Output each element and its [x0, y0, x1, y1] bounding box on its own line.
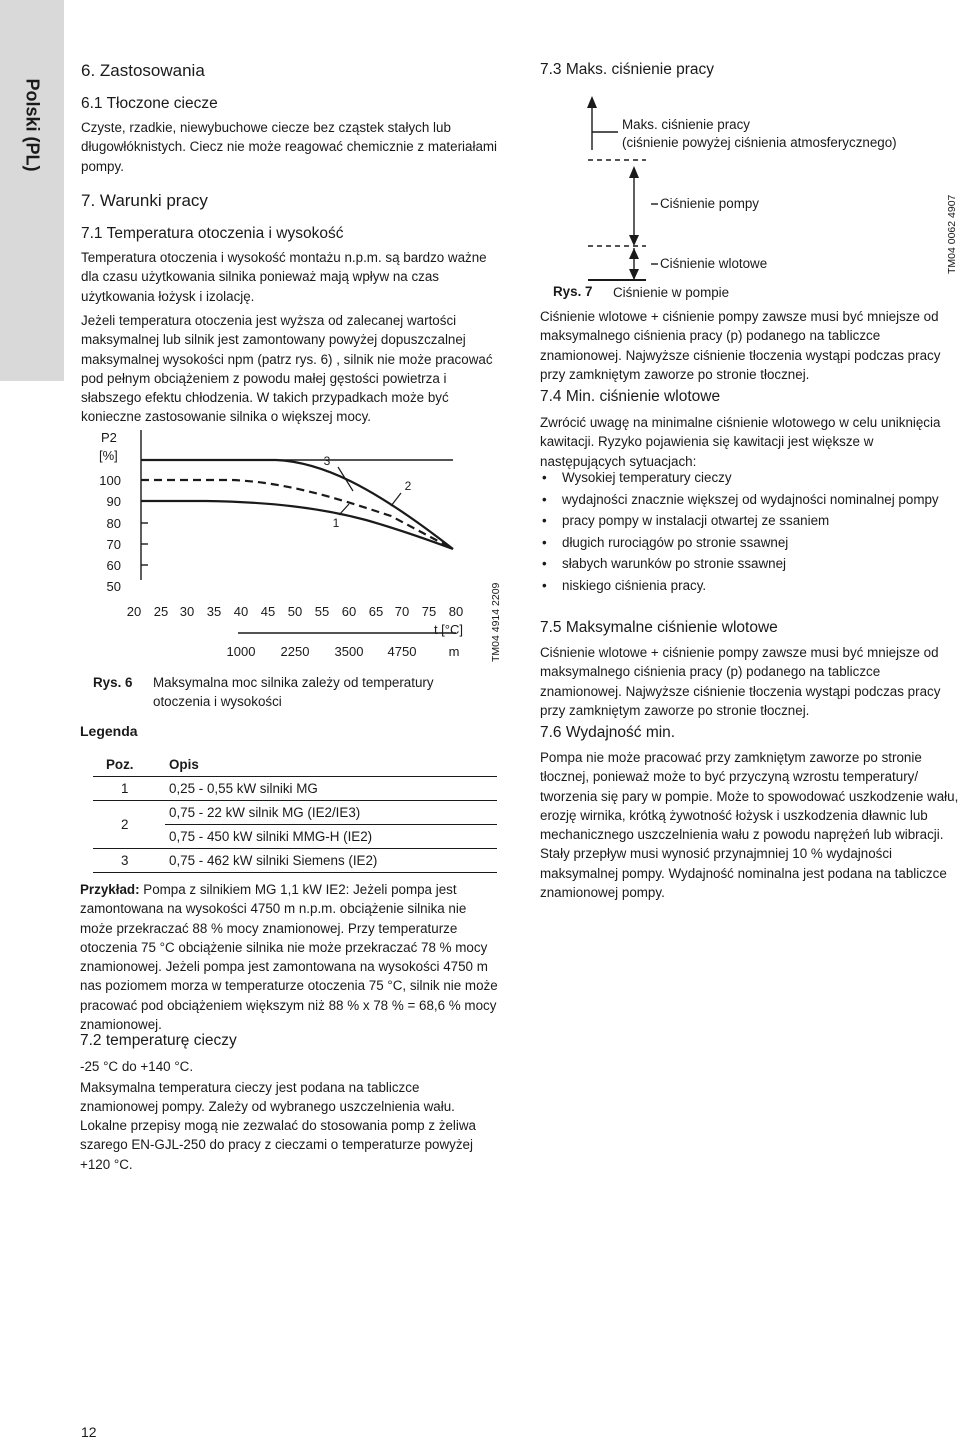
section-7-4-title: 7.4 Min. ciśnienie wlotowe: [540, 388, 721, 405]
legend-header-pos: Poz.: [106, 757, 134, 772]
legend-pos: 1: [121, 781, 129, 796]
page-number: 12: [81, 1424, 97, 1440]
section-7-title: 7. Warunki pracy: [81, 191, 208, 210]
example-label: Przykład:: [80, 882, 140, 897]
altitude-tick-label: 3500: [334, 644, 364, 659]
x-tick-label: 45: [260, 604, 276, 619]
section-7-6-title: 7.6 Wydajność min.: [540, 724, 676, 741]
x-tick-label: 75: [421, 604, 437, 619]
section-7-1-para-2: Jeżeli temperatura otoczenia jest wyższa od zalecanej wartości maksymalnej lub silnik jest zamontowany powyżej dopuszczalnej maksymalnej wysokości npm (patrz rys. 6) , silnik nie może pracować pod pełnym obciążeniem z powodu małej gęstości powietrza i słabszego efektu chłodzenia. W takich przypadkach może być konieczne zastosowanie silnika o większej mocy.: [81, 313, 493, 425]
x-tick-label: 55: [314, 604, 330, 619]
legend-row: [93, 801, 497, 825]
y-axis-label-p2: P2: [101, 430, 117, 445]
legend-title: Legenda: [80, 723, 138, 739]
section-7-2-title: 7.2 temperaturę cieczy: [80, 1032, 237, 1049]
legend-desc: 0,25 - 0,55 kW silniki MG: [169, 781, 318, 796]
list-item: • długich rurociągów po stronie ssawnej: [540, 533, 940, 553]
figure-7-caption: Ciśnienie w pompie: [613, 285, 730, 300]
max-pressure-label-line-2: (ciśnienie powyżej ciśnienia atmosferycznego): [622, 135, 897, 150]
curve-1: [141, 501, 453, 549]
legend-desc: 0,75 - 22 kW silnik MG (IE2/IE3): [169, 805, 361, 820]
inlet-pressure-label: Ciśnienie wlotowe: [660, 256, 768, 271]
legend-pos: 2: [121, 817, 129, 832]
figure-7-code: TM04 0062 4907: [946, 194, 958, 274]
figure-6-caption: Maksymalna moc silnika zależy od temperatury otoczenia i wysokości: [153, 675, 434, 709]
altitude-tick-label: 1000: [226, 644, 256, 659]
leader-1: [339, 504, 349, 515]
x-tick-label: 50: [287, 604, 303, 619]
legend-desc: 0,75 - 450 kW silniki MMG-H (IE2): [169, 829, 373, 844]
list-item: • Wysokiej temperatury cieczy: [540, 468, 940, 488]
arrow-down-icon: [629, 235, 639, 246]
section-7-6-text: Pompa nie może pracować przy zamkniętym zaworze po stronie tłocznej, ponieważ może to być przyczyną wzrostu temperatury/ tworzenia się pary w pompie. Może to spowodować uszkodzenie wału, erozję wirnika, krótką żywotność łożysk i uszkodzenia dławnic lub mechanicznego uszczelnienia wału z powodu naprężeń lub wibracji. Stały przepływ musi wynosić przynajmniej 10 % wydajności maksymalnej pompy. Wydajność nominalna jest podana na tabliczce znamionowej pompy.: [540, 750, 959, 901]
derating-chart: [81, 420, 501, 665]
x-tick-label: 25: [153, 604, 169, 619]
section-7-1-title: 7.1 Temperatura otoczenia i wysokość: [81, 225, 344, 242]
section-7-2-para-3: Lokalne przepisy mogą nie zezwalać do stosowania pomp z żeliwa szarego EN-GJL-250 do pracy z cieczami o temperaturze powyżej +120 °C.: [80, 1118, 476, 1172]
section-6-1-title: 6.1 Tłoczone ciecze: [81, 95, 218, 112]
list-item: • słabych warunków po stronie ssawnej: [540, 554, 940, 574]
y-tick-label: 100: [99, 473, 121, 488]
language-label: Polski (PL): [22, 78, 43, 172]
y-tick-label: 90: [106, 494, 121, 509]
section-6-1-text: Czyste, rzadkie, niewybuchowe ciecze bez cząstek stałych lub długowłóknistych. Ciecz nie może reagować chemicznie z materiałami pompy.: [81, 120, 498, 174]
x-tick-label: 65: [368, 604, 384, 619]
y-tick-label: 80: [106, 516, 121, 531]
legend-header-desc: Opis: [169, 757, 199, 772]
legend-row: [93, 849, 497, 873]
section-7-5-title: 7.5 Maksymalne ciśnienie wlotowe: [540, 619, 778, 636]
x-tick-label: 60: [341, 604, 357, 619]
x-tick-label: 30: [179, 604, 195, 619]
legend-table: [93, 753, 497, 874]
y-tick-label: 50: [106, 579, 121, 594]
curve-label-2: 2: [404, 479, 412, 493]
curve-label-3: 3: [323, 454, 331, 468]
max-pressure-label: [622, 116, 897, 152]
arrow-down-icon: [629, 269, 639, 280]
language-sidebar: [0, 0, 64, 381]
cavitation-risk-list: [540, 468, 940, 597]
section-7-2-para-1: -25 °C do +140 °C.: [80, 1059, 194, 1074]
x-tick-label: 40: [233, 604, 249, 619]
figure-6-code: TM04 4914 2209: [490, 582, 502, 662]
max-pressure-label-line-1: Maks. ciśnienie pracy: [622, 117, 751, 132]
section-7-3-text: Ciśnienie wlotowe + ciśnienie pompy zawsze musi być mniejsze od maksymalnego ciśnienia pracy (p) podanego na tabliczce znamionowej. Najwyższe ciśnienie tłoczenia wystąpi podczas pracy przy zamkniętym zaworze po stronie tłocznej.: [540, 309, 941, 382]
x-tick-label: 80: [448, 604, 464, 619]
curve-label-1: 1: [332, 516, 340, 530]
y-axis-label-unit: [%]: [99, 448, 118, 463]
leader-2: [391, 493, 401, 506]
altitude-unit: m: [448, 644, 460, 659]
section-7-2-para-2: Maksymalna temperatura cieczy jest podana na tabliczce znamionowej pompy. Zależy od wybranego uszczelnienia wału.: [80, 1080, 455, 1115]
pump-pressure-label: Ciśnienie pompy: [660, 196, 759, 211]
example-text: Pompa z silnikiem MG 1,1 kW IE2: Jeżeli pompa jest zamontowana na wysokości 4750 m n.p.m. obciążenie silnika nie może przekraczać 88 % mocy znamionowej. Przy temperaturze otoczenia 75 °C obciążenie silnika nie może przekraczać 78 % mocy znamionowej. Jeżeli pompa jest zamontowana na wysokości 4750 m nas poziomem morza w temperaturze otoczenia 75 °C, silnik nie może pracować pod obciążeniem większym niż 88 % x 78 % = 68,6 % mocy znamionowej.: [80, 882, 498, 1033]
curve-3: [141, 460, 453, 549]
arrow-up-icon: [629, 166, 639, 178]
legend-row: [93, 777, 497, 801]
section-7-3-title: 7.3 Maks. ciśnienie pracy: [540, 61, 715, 78]
arrow-up-icon: [629, 248, 639, 259]
altitude-tick-label: 4750: [387, 644, 417, 659]
section-7-5-text: Ciśnienie wlotowe + ciśnienie pompy zawsze musi być mniejsze od maksymalnego ciśnienia pracy (p) podanego na tabliczce znamionowej. Najwyższe ciśnienie tłoczenia wystąpi podczas pracy przy zamkniętym zaworze po stronie tłocznej.: [540, 645, 941, 718]
figure-7-number: Rys. 7: [553, 284, 593, 299]
list-item: • wydajności znacznie większej od wydajności nominalnej pompy: [540, 490, 940, 510]
arrow-up-icon: [587, 96, 597, 108]
section-7-4-text: Zwrócić uwagę na minimalne ciśnienie wlotowego w celu uniknięcia kawitacji. Ryzyko pojawienia się kawitacji jest większe w następujących sytuacjach:: [540, 415, 941, 469]
x-tick-label: 70: [394, 604, 410, 619]
y-tick-label: 60: [106, 558, 121, 573]
legend-header-row: [93, 753, 497, 777]
y-tick-label: 70: [106, 537, 121, 552]
leader-3: [338, 467, 353, 491]
x-tick-label: 20: [126, 604, 142, 619]
section-6-title: 6. Zastosowania: [81, 61, 205, 80]
example-paragraph: [80, 880, 502, 1034]
section-7-1-para-1: Temperatura otoczenia i wysokość montażu n.p.m. są bardzo ważne dla czasu użytkowania silnika ponieważ mają wpływ na czas użytkowania łożysk i izolację.: [81, 250, 487, 304]
list-item: • niskiego ciśnienia pracy.: [540, 576, 940, 596]
legend-desc: 0,75 - 462 kW silniki Siemens (IE2): [169, 853, 378, 868]
x-axis-unit: t [°C]: [433, 622, 463, 637]
figure-6-number: Rys. 6: [93, 675, 133, 690]
list-item: • pracy pompy w instalacji otwartej ze ssaniem: [540, 511, 940, 531]
altitude-tick-label: 2250: [280, 644, 310, 659]
x-tick-label: 35: [206, 604, 222, 619]
legend-pos: 3: [121, 853, 129, 868]
